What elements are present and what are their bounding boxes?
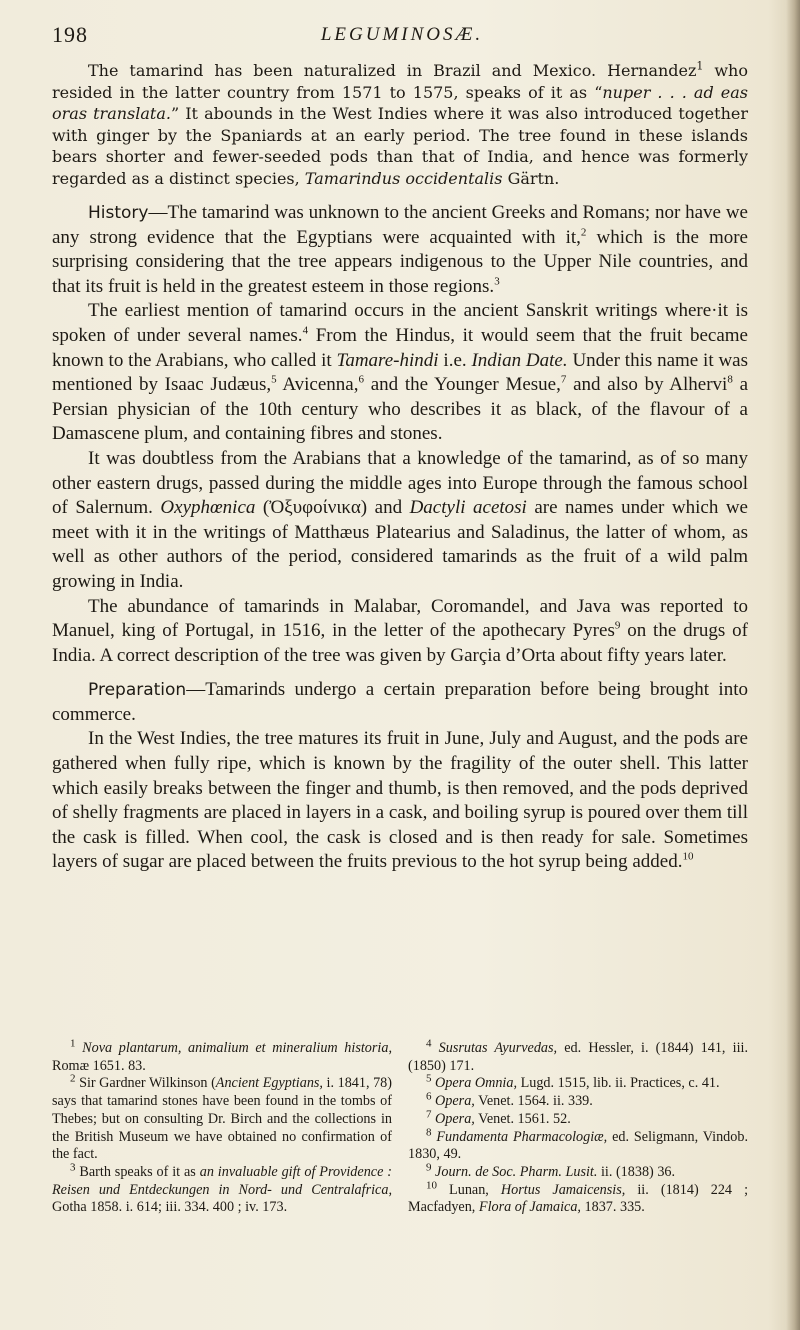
footnote-number: 3 — [70, 1161, 76, 1174]
text-run: ” It abounds in the West Indies where it was also introduced together with ginger by the Spaniards at an early period. The tree found in these islands bears shorter and fewer-seeded pods than that of India, and hence was formerly regarded as a distinct species, — [52, 104, 748, 188]
footnotes-left-column — [52, 1037, 392, 1217]
text-run: who resided in the latter country from 1571 to 1575, speaks of it as “ — [52, 61, 748, 102]
footnote-10 — [408, 1178, 749, 1217]
text-run: Avicenna, — [276, 374, 359, 396]
text-run: are names under which we meet with it in the writings of Matthæus Platearius and Saladinus, the latter of whom, as well as other authors of the period, considered tamarinds as the fruit of a wild palm growing in India. — [52, 497, 748, 592]
text-run: Barth speaks of it as — [75, 1163, 200, 1180]
text-run: a Persian physician of the 10th century who describes it as black, of the flavour of a Damascene plum, and containing fibres and stones. — [52, 374, 749, 445]
paragraph-preparation — [52, 678, 748, 727]
italic-run: Tamare-hindi — [336, 349, 439, 371]
footnote-2 — [52, 1072, 392, 1164]
footnote-ref: 4 — [302, 324, 309, 337]
italic-run: Opera Omnia, — [435, 1075, 518, 1092]
footnote-number: 2 — [70, 1072, 76, 1085]
text-run: on the drugs of India. A correct description of the tree was given by Garçia d’Orta about fifty years later. — [52, 620, 748, 666]
text-run: From the Hindus, it would seem that the fruit became known to the Arabians, who called it — [52, 324, 748, 371]
text-run: Under this name it was mentioned by Isaac Judæus, — [52, 349, 749, 396]
text-run: ed. Hessler, i. (1844) 141, iii. (1850) 171. — [408, 1040, 748, 1074]
footnote-number: 6 — [426, 1090, 432, 1103]
footnote-ref: 3 — [494, 275, 500, 288]
footnote-ref: 10 — [682, 851, 694, 864]
italic-run: Susrutas Ayurvedas, — [438, 1040, 558, 1056]
footnote-ref: 8 — [727, 373, 733, 386]
italic-run: Opera, — [435, 1110, 475, 1127]
text-run: Venet. 1561. 52. — [474, 1110, 571, 1127]
italic-run: Nova plantarum, animalium et mineralium historia, — [82, 1040, 392, 1056]
footnotes-right-column — [408, 1037, 749, 1217]
paragraph-sanskrit — [52, 299, 748, 447]
text-run: Lugd. 1515, lib. ii. Practices, c. 41. — [517, 1075, 720, 1092]
italic-run: an invaluable gift of Providence : Reisen und Entdeckungen in Nord- und Centralafrica, — [52, 1163, 392, 1198]
footnote-8 — [408, 1125, 749, 1164]
footnote-number: 5 — [426, 1072, 432, 1085]
text-run: which is the more surprising considering that the tree appears indigenous to the Upper Nile countries, and that its fruit is held in the greatest esteem in those regions. — [52, 226, 748, 297]
italic-run: Ancient Egyptians, — [215, 1075, 323, 1092]
text-run: i.e. — [438, 349, 472, 371]
text-run: Gotha 1858. i. 614; iii. 334. 400 ; iv. 173. — [52, 1199, 288, 1216]
paragraph-history — [52, 201, 748, 299]
italic-run: Oxyphœnica — [160, 497, 256, 519]
footnotes — [52, 1037, 749, 1217]
footnote-ref: 7 — [560, 373, 567, 386]
body-text — [52, 60, 748, 875]
footnote-number: 1 — [70, 1037, 76, 1050]
section-heading-preparation: Preparation — [88, 680, 187, 701]
footnote-5 — [408, 1072, 748, 1093]
footnote-3 — [52, 1161, 392, 1217]
footnote-ref: 6 — [358, 373, 364, 386]
text-run: —Tamarinds undergo a certain preparation before being brought into commerce. — [52, 679, 748, 725]
italic-run: Flora of Jamaica, — [478, 1199, 581, 1216]
footnote-ref: 5 — [271, 373, 277, 386]
footnote-ref: 9 — [614, 619, 621, 632]
paragraph-west-indies — [52, 727, 748, 875]
footnote-7 — [408, 1108, 748, 1129]
footnote-1 — [52, 1037, 392, 1075]
text-run: ii. (1814) 224 ; Macfadyen, — [408, 1181, 749, 1216]
italic-run: Hortus Jamaicensis, — [500, 1181, 626, 1198]
footnote-ref: 2 — [580, 226, 587, 239]
footnote-number: 9 — [426, 1161, 432, 1174]
text-run: It was doubtless from the Arabians that a knowledge of the tamarind, as of so many other eastern drugs, passed during the middle ages into Europe through the famous school of Salernum. — [52, 447, 748, 519]
text-run: In the West Indies, the tree matures its fruit in June, July and August, and the pods are gathered when fully ripe, which is known by the fragility of the outer shell. This latter which easily breaks between the finger and thumb, is then removed, and the pods deprived of shelly fragments are placed in layers in a cask, and boiling syrup is poured over them till the cask is filled. When cool, the cask is closed and is then ready for sale. Sometimes layers of sugar are placed between the fruits previous to the hot syrup being added. — [52, 728, 748, 873]
paragraph-abundance — [52, 595, 748, 669]
footnote-ref: 1 — [696, 59, 704, 73]
italic-run: Dactyli acetosi — [409, 497, 527, 519]
text-run: (Ὀξυφοίνικα) and — [255, 497, 410, 519]
paragraph-intro — [52, 60, 748, 189]
italic-run: nuper . . . ad eas oras translata. — [52, 82, 749, 123]
text-run: The abundance of tamarinds in Malabar, Coromandel, and Java was reported to Manuel, king of Portugal, in 1516, in the letter of the apothecary Pyres — [52, 595, 748, 642]
text-run: ii. (1838) 36. — [597, 1163, 676, 1180]
italic-run: Journ. de Soc. Pharm. Lusit. — [435, 1163, 598, 1180]
footnote-9 — [408, 1161, 748, 1182]
italic-run: Tamarindus occidentalis — [304, 168, 503, 188]
italic-run: Fundamenta Pharmacologiæ, — [436, 1128, 608, 1145]
footnote-4 — [408, 1037, 748, 1075]
page-header — [52, 22, 752, 56]
text-run: The earliest mention of tamarind occurs in the ancient Sanskrit writings where·it is spoken of under several names. — [52, 300, 748, 346]
paragraph-arabians — [52, 447, 748, 595]
page-number: 198 — [52, 22, 88, 47]
text-run: Sir Gardner Wilkinson ( — [75, 1075, 216, 1092]
footnote-6 — [408, 1090, 748, 1111]
text-run: Romæ 1651. 83. — [52, 1057, 146, 1074]
text-run: Gärtn. — [502, 168, 560, 188]
italic-run: Indian Date. — [471, 349, 568, 371]
text-run: i. 1841, 78) says that tamarind stones have been found in the tombs of Thebes; but on consulting Dr. Birch and the collections in the British Museum we have obtained no confirmation of the fact. — [52, 1075, 392, 1163]
section-gap — [52, 668, 748, 678]
text-run: The tamarind has been naturalized in Brazil and Mexico. Hernandez — [88, 61, 697, 80]
footnote-number: 10 — [426, 1178, 437, 1191]
text-run: Venet. 1564. ii. 339. — [474, 1093, 593, 1110]
page-edge-shadow — [786, 0, 800, 1330]
italic-run: Opera, — [435, 1093, 475, 1110]
text-run: Lunan, — [437, 1181, 501, 1198]
text-run: 1837. 335. — [580, 1199, 645, 1216]
footnote-number: 4 — [426, 1037, 432, 1050]
text-run: and also by Alhervi — [566, 374, 728, 396]
section-heading-history: History — [88, 203, 149, 223]
footnote-number: 7 — [426, 1108, 432, 1121]
text-run: ed. Seligmann, Vindob. 1830, 49. — [408, 1128, 749, 1163]
text-run: —The tamarind was unknown to the ancient Greeks and Romans; nor have we any strong evidence that the Egyptians were acquainted with it, — [52, 202, 748, 248]
text-run: and the Younger Mesue, — [363, 374, 561, 396]
footnote-number: 8 — [426, 1125, 432, 1138]
running-head: LEGUMINOSÆ. — [320, 24, 484, 45]
